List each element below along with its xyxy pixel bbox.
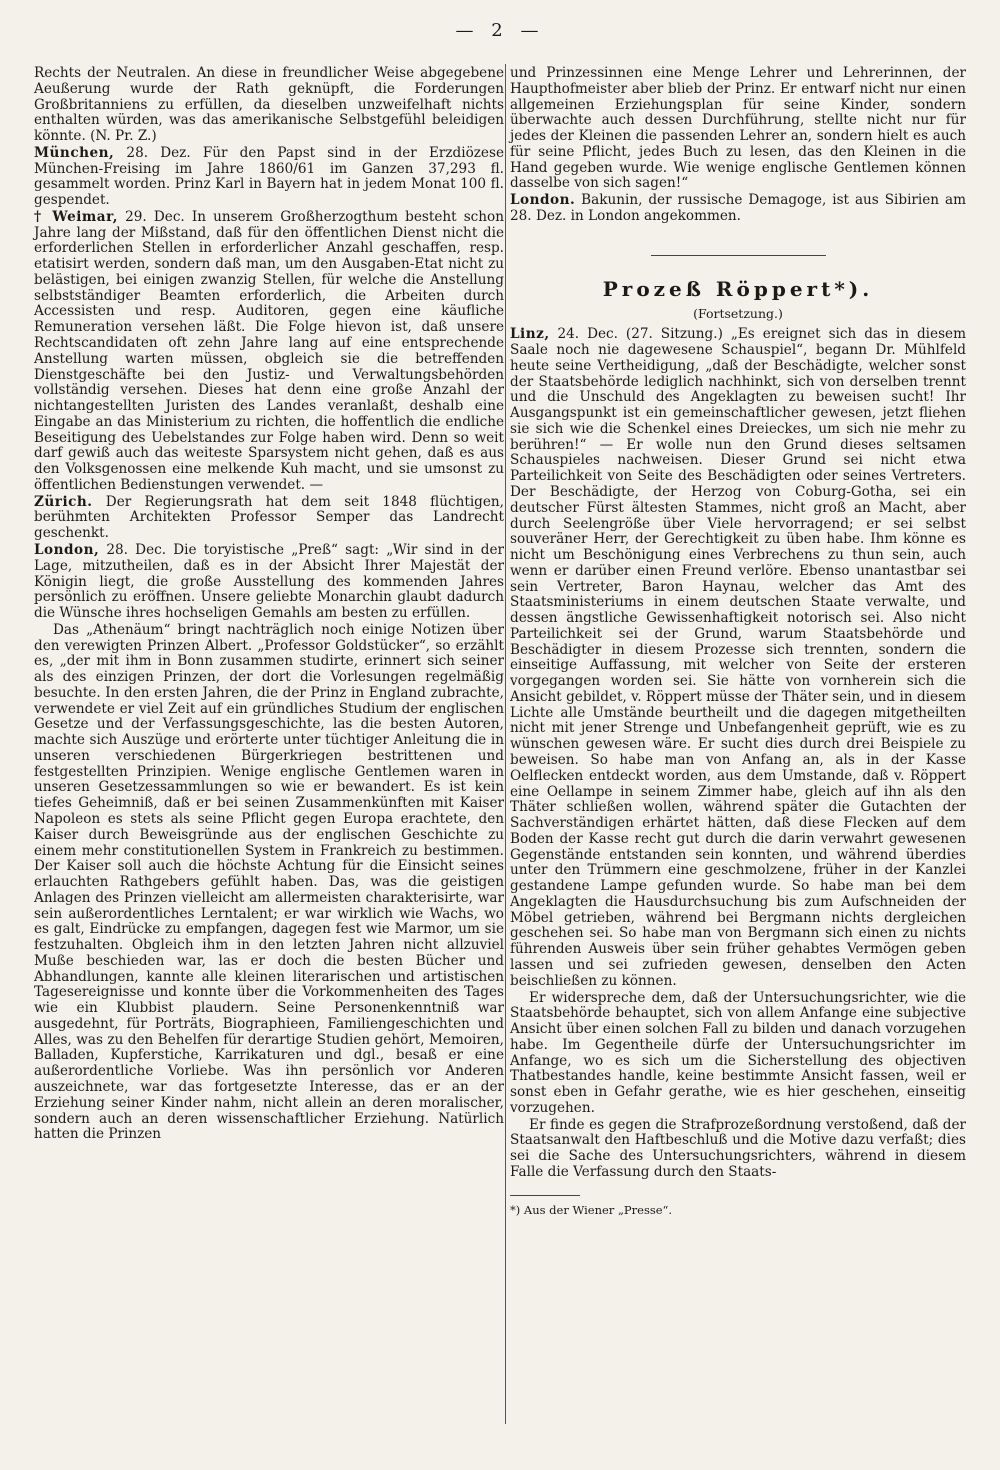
right-column (510, 66, 966, 1217)
article-subtitle: (Fortsetzung.) (693, 305, 783, 321)
dateline-place: München, (34, 144, 115, 161)
right-column-news (510, 66, 966, 225)
paragraph-text: Bakunin, der russische Demagoge, ist aus Sibirien am 28. Dez. in London angekommen. (510, 192, 966, 224)
paragraph-text: Das „Athenäum“ bringt nachträglich noch einige Notizen über den verewigten Prinzen Albert. „Professor Goldstücker“, so erzählt es, „der mit ihm in Bonn zusammen studirte, erinnert sich seiner als des einzigen Prinzen, der dort die Vorlesungen regelmäßig besuchte. In den ersten Jahren, die der Prinz in England zubrachte, verwendete er viel Zeit auf ein gründliches Studium der englischen Gesetze und der Verfassungsgeschichte, las die besten Autoren, machte sich Auszüge und erörterte unter tüchtiger Anleitung die in unseren verschiedenen Bürgerkriegen bestrittenen und festgestellten Prinzipien. Wenige englische Gentlemen waren in unseren Gesetzessammlungen so wie er bewandert. Es ist kein tiefes Geheimniß, daß er bei seinen Zusammenkünften mit Kaiser Napoleon es stets als seine Pflicht gegen Europa erachtete, den Kaiser durch Beweisgründe aus der englischen Geschichte zu einem mehr constitutionellen System in Frankreich zu bestimmen. Der Kaiser soll auch die höchste Achtung für die Einsicht seines erlauchten Rathgebers gefühlt haben. Das, was die geistigen Anlagen des Prinzen vielleicht am allermeisten charakterisirte, war sein außerordentliches Lerntalent; er war wirklich wie Wachs, wo es galt, Eindrücke zu empfangen, dagegen fest wie Marmor, um sie festzuhalten. Obgleich ihm in den letzten Jahren nicht allzuviel Muße beschieden war, las er doch die besten Bücher und Abhandlungen, kannte alle kleinen literarischen und artistischen Tagesereignisse und konnte über die Vorkommenheiten des Tages wie ein Klubbist plaudern. Seine Personenkenntniß war ausgedehnt, für Porträts, Biographieen, Familiengeschichten und Alles, was zu den Behelfen für derartige Studien gehört, Memoiren, Balladen, Kupferstiche, Karrikaturen und dgl., besaß er eine außerordentliche Vorliebe. Was ihn persönlich vor Anderen auszeichnete, war das fortgesetzte Interesse, das er an der Erziehung seiner Kinder nahm, nicht allein an deren moralischer, sondern auch an deren wissenschaftlicher Erziehung. Natürlich hatten die Prinzen (34, 621, 504, 1143)
paragraph-text: 28. Dez. Für den Papst sind in der Erzdiözese München-Freising im Jahre 1860/61 im Ganzen 37,293 fl. gesammelt worden. Prinz Karl in Bayern hat in jedem Monat 100 fl. gespendet. (34, 144, 504, 209)
news-paragraph (34, 623, 504, 1143)
footnote-rule (510, 1195, 580, 1196)
page-number: — 2 — (455, 20, 545, 41)
news-paragraph (34, 495, 504, 542)
paragraph-text: 24. Dec. (27. Sitzung.) „Es ereignet sich das in diesem Saale noch nie dagewesene Schauspiel“, begann Dr. Mühlfeld heute seine Vertheidigung, „daß der Beschädigte, welcher sonst der Staatsbehörde lediglich nachhinkt, sich von derselben trennt und die Unschuld des Angeklagten zu beweisen sucht! Ihr Ausgangspunkt ist ein gemeinschaftlicher gewesen, jetzt fliehen sie sich wie die Schenkel eines Dreieckes, um sich nie mehr zu berühren!“ — Er wolle nun den Grund dieses seltsamen Schauspieles nachweisen. Dieser Grund sei nicht etwa Parteilichkeit von Seite des Beschädigten oder seines Vertreters. Der Beschädigte, der Herzog von Coburg-Gotha, sei ein deutscher Fürst ältesten Stammes, nicht groß an Macht, aber durch Seelengröße über Viele hervorragend; er sei selbst souveräner Herr, der Gerechtigkeit zu üben habe. Ihm könne es nicht um Beschönigung eines Verbrechens zu thun sein, auch wenn er darüber einen Freund verlöre. Ebenso unantastbar sei sein Vertreter, Baron Haynau, welcher das Amt des Staatsministeriums in einem deutschen Staate verwalte, und dessen ängstliche Gewissenhaftigkeit notorisch sei. Also nicht Parteilichkeit sei der Grund, warum Staatsbehörde und Beschädigter in diesem Prozesse sich trennten, sondern die einseitige Auffassung, mit welcher von Seite der ersteren vorgegangen worden sei. Sie hätte von vornherein sich die Ansicht gebildet, v. Röppert müsse der Thäter sein, und in diesem Lichte alle Umstände beurtheilt und die dagegen mitgetheilten nicht mit jener Strenge und Unbefangenheit geprüft, wie es zu wünschen gewesen wäre. Er sucht dies durch drei Beispiele zu beweisen. So habe man von Anfang an, als in der Kasse Oelflecken entdeckt worden, aus dem Umstande, daß v. Röppert eine Oellampe in seinem Zimmer habe, gleich auf ihn als den Thäter schließen wollen, während später die Gutachten der Sachverständigen erhärtet hätten, daß diese Flecken auf dem Boden der Kasse recht gut durch die darin verwahrt gewesenen Gegenstände entstanden sein konnten, und während überdies unter den Trümmern eine geschmolzene, früher in der Kanzlei gestandene Lampe gefunden wurde. So habe man bei dem Angeklagten die Hausdurchsuchung bis zum Aufschneiden der Möbel getrieben, während bei Bergmann nichts dergleichen geschehen sei. So habe man von Bergmann sich einen zu nichts führenden Ausweis über sein früher gehabtes Vermögen geben lassen und sei zufrieden gewesen, denselben den Acten beischließen zu können. (510, 326, 966, 989)
news-paragraph (34, 146, 504, 209)
dateline-place: † Weimar, (34, 208, 119, 225)
section-separator (651, 255, 826, 256)
paragraph-text: 29. Dec. In unserem Großherzogthum besteht schon Jahre lang der Mißstand, daß für den öffentlichen Dienst nicht die erforderlichen Stellen in erforderlicher Anzahl geschaffen, resp. etatisirt werden, sondern daß man, um den Ausgaben-Etat nicht zu belästigen, bei einigen zwanzig Stellen, für welche die Anstellung selbstständiger Beamten erforderlich, die Arbeiten durch Accessisten und resp. Auditoren, gegen eine käufliche Remuneration versehen läßt. Die Folge hievon ist, daß unsere Rechtscandidaten oft zehn Jahre lang auf eine entsprechende Anstellung warten müssen, obgleich sie die betreffenden Dienstgeschäfte bei den Justiz- und Verwaltungsbehörden vollständig versehen. Dieses hat denn eine große Anzahl der nichtangestellten Juristen des Landes veranlaßt, deshalb eine Eingabe an das Ministerium zu richten, die hoffentlich die endliche Beseitigung des Uebelstandes zur Folge haben wird. Denn so weit darf gewiß auch das weiteste Sparsystem nicht gehen, daß es aus den Volksgenossen eine melkende Kuh macht, und sie umsonst zu öffentlichen Bedienstungen verwendet. — (34, 208, 504, 493)
news-paragraph (510, 193, 966, 225)
paragraph-text: Rechts der Neutralen. An diese in freundlicher Weise abgegebene Aeußerung wurde der Rath geknüpft, die Forderungen Großbritanniens zu erfüllen, da dieselben unzweifelhaft nichts enthalten würden, was das amerikanische Selbstgefühl beleidigen könnte. (N. Pr. Z.) (34, 65, 504, 145)
dateline-place: Linz, (510, 326, 550, 343)
news-paragraph (34, 66, 504, 145)
news-paragraph (510, 991, 966, 1117)
paragraph-text: und Prinzessinnen eine Menge Lehrer und Lehrerinnen, der Haupthofmeister aber blieb der Prinz. Er entwarf nicht nur einen allgemeinen Erziehungsplan für seine Kinder, sondern überwachte auch dessen Durchführung, stellte nicht nur für jedes der Kleinen die passenden Lehrer an, sondern hielt es auch für seine Pflicht, jedes Buch zu lesen, das den Kleinen in die Hand gegeben wurde. Wie wenige englische Gentlemen können dasselbe von sich sagen!“ (510, 65, 966, 192)
news-paragraph (34, 210, 504, 494)
left-column (34, 66, 504, 1144)
news-paragraph (510, 327, 966, 989)
column-divider (505, 64, 506, 1424)
news-paragraph (34, 543, 504, 622)
dateline-place: Zürich. (34, 493, 93, 510)
news-paragraph (510, 1118, 966, 1181)
article-title: Prozeß Röppert*). (602, 276, 874, 301)
dateline-place: London. (510, 192, 576, 209)
paragraph-text: Er widerspreche dem, daß der Untersuchungsrichter, wie die Staatsbehörde behauptet, sich von allem Anfange eine subjective Ansicht über einen solchen Fall zu bilden und danach vorzugehen habe. Im Gegentheile dürfe der Untersuchungsrichter im Anfange, wo es sich um die Sicherstellung des objectiven Thatbestandes handle, keine bestimmte Ansicht fassen, weil er sonst eben in Gefahr gerathe, wie es hier geschehen, einseitig vorzugehen. (510, 989, 966, 1116)
news-paragraph (510, 66, 966, 192)
article-body (510, 327, 966, 1180)
footnote: *) Aus der Wiener „Presse“. (510, 1202, 673, 1217)
dateline-place: London, (34, 541, 100, 558)
paragraph-text: Der Regierungsrath hat dem seit 1848 flüchtigen, berühmten Architekten Professor Semper das Landrecht geschenkt. (34, 493, 504, 542)
paragraph-text: 28. Dec. Die toryistische „Preß“ sagt: „Wir sind in der Lage, mitzutheilen, daß es in der Absicht Ihrer Majestät der Königin liegt, die große Ausstellung des kommenden Jahres persönlich zu eröffnen. Unsere geliebte Monarchin glaubt dadurch die Wünsche ihres hochseligen Gemahls am besten zu erfüllen. (34, 541, 504, 622)
paragraph-text: Er finde es gegen die Strafprozeßordnung verstoßend, daß der Staatsanwalt den Haftbeschluß und die Motive dazu verfaßt; dies sei die Sache des Untersuchungsrichters, während in diesem Falle die Verfassung durch den Staats- (510, 1116, 966, 1180)
